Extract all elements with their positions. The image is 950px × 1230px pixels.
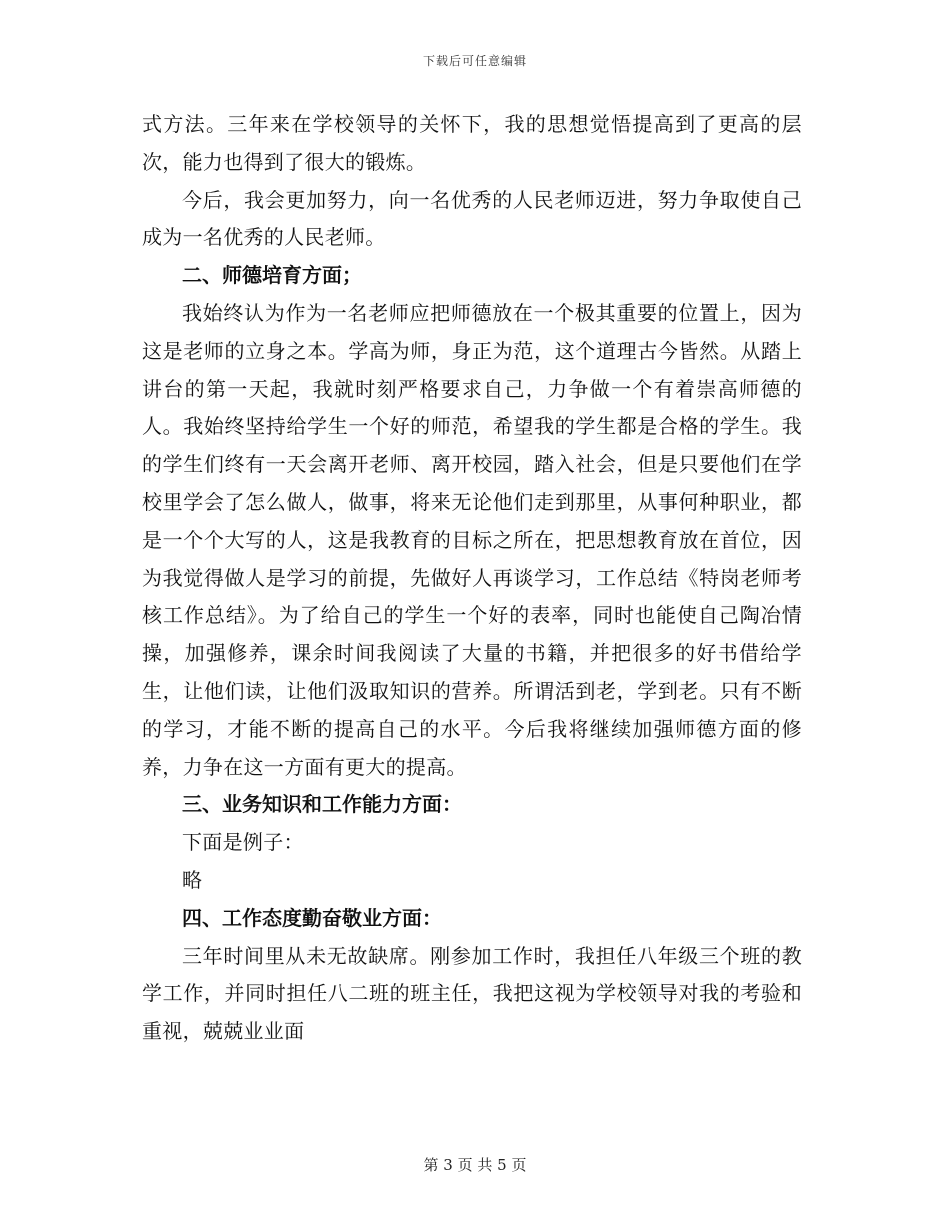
paragraph-1: 式方法。三年来在学校领导的关怀下，我的思想觉悟提高到了更高的层次，能力也得到了很大的锻炼。 — [142, 112, 802, 174]
paragraph-2: 今后，我会更加努力，向一名优秀的人民老师迈进，努力争取使自己成为一名优秀的人民老师。 — [142, 187, 802, 250]
paragraph-6: 三年时间里从未无故缺席。刚参加工作时，我担任八年级三个班的教学工作，并同时担任八二班的班主任，我把这视为学校领导对我的考验和重视，兢兢业业面 — [142, 943, 802, 1044]
page-footer: 第 3 页 共 5 页 — [423, 1156, 527, 1174]
document-body — [142, 106, 802, 1051]
paragraph-4: 下面是例子： — [182, 830, 304, 855]
paragraph-5: 略 — [182, 867, 203, 892]
paragraph-3: 我始终认为作为一名老师应把师德放在一个极其重要的位置上，因为这是老师的立身之本。学高为师，身正为范，这个道理古今皆然。从踏上讲台的第一天起，我就时刻严格要求自己，力争做一个有着崇高师德的人。我始终坚持给学生一个好的师范，希望我的学生都是合格的学生。我的学生们终有一天会离开老师、离开校园，踏入社会，但是只要他们在学校里学会了怎么做人，做事，将来无论他们走到那里，从事何种职业，都是一个个大写的人，这是我教育的目标之所在，把思想教育放在首位，因为我觉得做人是学习的前提，先做好人再谈学习，工作总结《特岗老师考核工作总结》。为了给自己的学生一个好的表率，同时也能使自己陶冶情操，加强修养，课余时间我阅读了大量的书籍，并把很多的好书借给学生，让他们读，让他们汲取知识的营养。所谓活到老，学到老。只有不断的学习，才能不断的提高自己的水平。今后我将继续加强师德方面的修养，力争在这一方面有更大的提高。 — [142, 300, 802, 779]
section-heading-4: 四、工作态度勤奋敬业方面： — [182, 905, 442, 930]
section-heading-2: 二、师德培育方面； — [182, 263, 362, 288]
section-heading-3: 三、业务知识和工作能力方面： — [182, 792, 462, 817]
page-header: 下载后可任意编辑 — [422, 54, 527, 68]
